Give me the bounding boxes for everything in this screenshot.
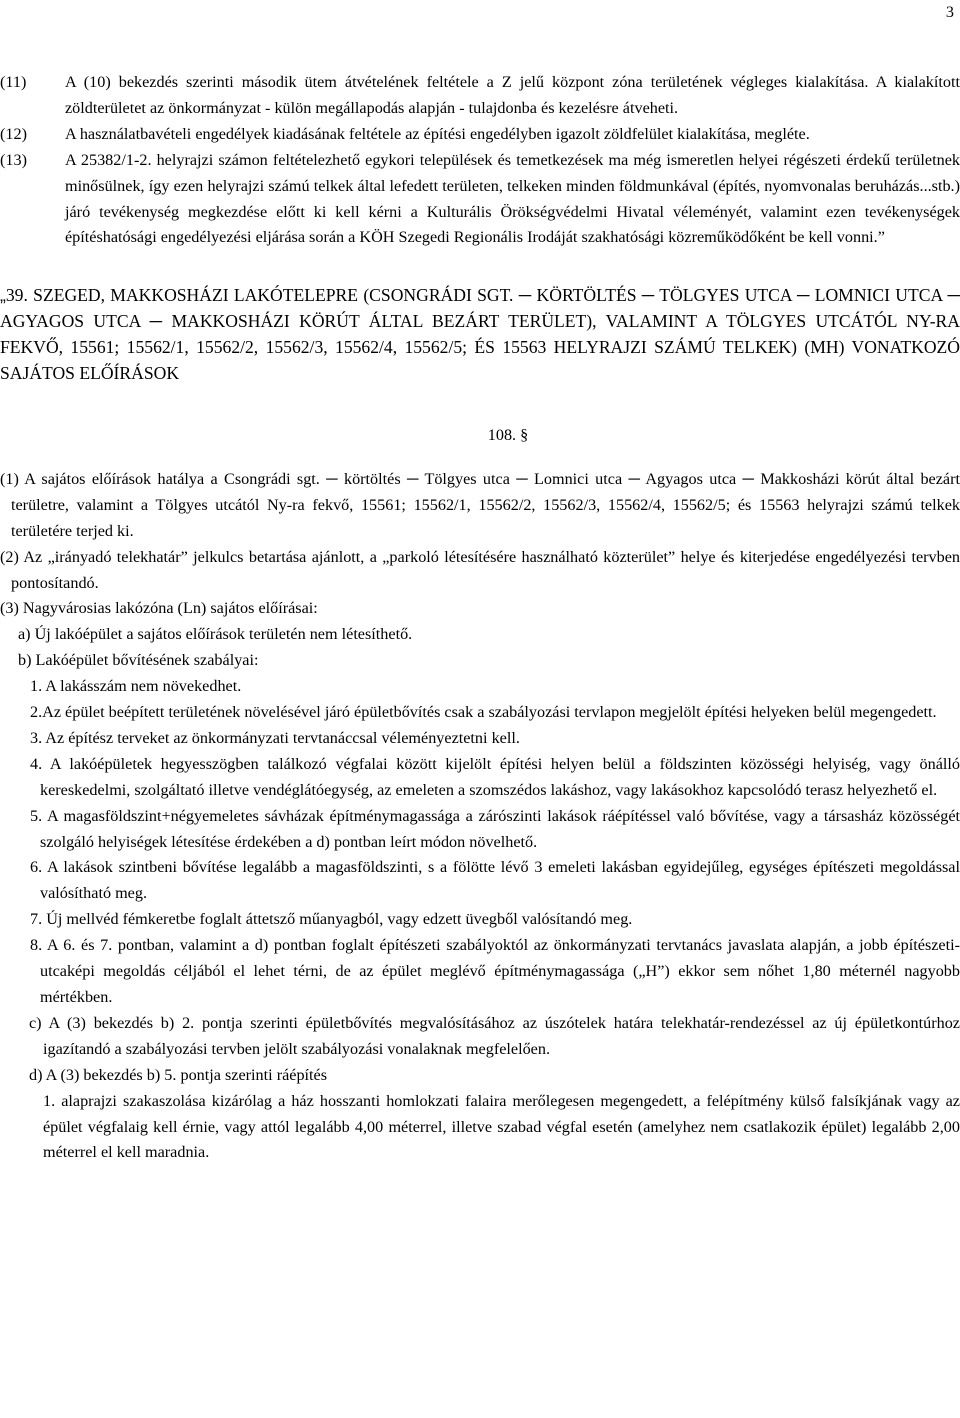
paragraph-text: A használatbavételi engedélyek kiadásának feltétele az építési engedélyben igazolt zöldfelület kialakítása, megléte. bbox=[65, 124, 810, 143]
point-c: c) A (3) bekezdés b) 2. pontja szerinti épületbővítés megvalósításához az úszótelek határa telekhatár-rendezéssel az új épületkontúrhoz igazítandó a szabályozási tervben jelölt szabályozási vonalaknak megfelelően. bbox=[29, 1013, 960, 1058]
paragraph-number: (11) bbox=[0, 73, 27, 91]
paragraph-number: (12) bbox=[0, 124, 27, 143]
point-b-item: 5. A magasföldszint+négyemeletes sávházak építménymagassága a zárószinti lakások ráépítéssel való bővítése, vagy a társasház közösségét szolgáló helyiségek létesítése érdekében a d) pontban leírt módon növelhető. bbox=[30, 806, 960, 851]
point-b-item: 6. A lakások szintbeni bővítése legalább a magasföldszinti, s a fölötte lévő 3 emeleti lakásban egyidejűleg, egységes építészeti megoldással valósítható meg. bbox=[30, 858, 960, 903]
section-body bbox=[0, 467, 960, 1166]
point-a: a) Új lakóépület a sajátos előírások területén nem létesíthető. bbox=[18, 625, 413, 644]
opening-quote: „ bbox=[0, 285, 6, 306]
point-b-item: 8. A 6. és 7. pontban, valamint a d) pontban foglalt építészeti szabályoktól az önkormányzati tervtanács javaslata alapján, a jobb építészeti-utcaképi megoldás céljából el lehet térni, de az épület meglévő építménymagassága („H”) ekkor sem nőhet 1,80 méternél nagyobb mértékben. bbox=[30, 936, 960, 1006]
paragraph-11 bbox=[0, 70, 960, 122]
point-b-item: 7. Új mellvéd fémkeretbe foglalt áttetsző műanyagból, vagy edzett üvegből valósítandó meg. bbox=[30, 910, 633, 929]
section-heading bbox=[0, 283, 960, 387]
point-b-item: 3. Az építész terveket az önkormányzati tervtanáccsal véleményeztetni kell. bbox=[30, 728, 520, 747]
subsection-3: (3) Nagyvárosias lakózóna (Ln) sajátos előírásai: bbox=[0, 599, 318, 618]
paragraph-text: A 25382/1-2. helyrajzi számon feltételezhető egykori települések és temetkezések ma még ismeretlen helyei régészeti érdekű területnek minősülnek, így ezen helyrajzi számú telkek által lefedett területen, telkeken minden földmunkával (építés, nyomvonalas beruházás...stb.) járó tevékenység megkezdése előtt ki kell kérni a Kulturális Örökségvédelmi Hivatal véleményét, valamint ezen tevékenységek építéshatósági engedélyezési eljárása során a KÖH Szegedi Regionális Irodáját szakhatósági közreműködőként be kell vonni.” bbox=[65, 150, 960, 247]
point-b: b) Lakóépület bővítésének szabályai: bbox=[18, 651, 259, 670]
paragraph-text: A (10) bekezdés szerinti második ütem átvételének feltétele a Z jelű központ zóna területének végleges kialakítása. A kialakított zöldterületet az önkormányzat - külön megállapodás alapján - tulajdonba és kezelésre átveheti. bbox=[65, 73, 960, 117]
point-d-item: 1. alaprajzi szakaszolása kizárólag a ház hosszanti homlokzati falaira merőlegesen megengedett, a felépítmény külső falsíkjának vagy az épület végfalaig kell érnie, vagy attól legalább 4,00 méterrel, illetve szabad végfal esetén (amelyhez nem csatlakozik épület) legalább 2,00 méterrel el kell maradnia. bbox=[43, 1091, 960, 1162]
page-number: 3 bbox=[945, 3, 954, 21]
paragraph-13 bbox=[0, 148, 960, 252]
point-b-item: 2.Az épület beépített területének növelésével járó épületbővítés csak a szabályozási tervlapon megjelölt építési helyeken belül megengedett. bbox=[30, 703, 937, 722]
section-number: 108. § bbox=[487, 425, 529, 444]
point-b-item: 4. A lakóépületek hegyesszögben találkozó végfalai között kijelölt építési helyen belül a földszinten közösségi helyiség, vagy önálló kereskedelmi, szolgáltató illetve vendéglátóegység, az emeleten a szomszédos lakáshoz, vagy lakásokhoz kapcsolódó terasz helyezhető el. bbox=[30, 754, 960, 799]
section-heading-text: 39. SZEGED, MAKKOSHÁZI LAKÓTELEPRE (CSONGRÁDI SGT. ─ KÖRTÖLTÉS ─ TÖLGYES UTCA ─ LOMNICI UTCA ─ AGYAGOS UTCA ─ MAKKOSHÁZI KÖRÚT ÁLTAL BEZÁRT TERÜLET), VALAMINT A TÖLGYES UTCÁTÓL NY-RA FEKVŐ, 15561; 15562/1, 15562/2, 15562/3, 15562/4, 15562/5; ÉS 15563 HELYRAJZI SZÁMÚ TELKEK) (MH) VONATKOZÓ SAJÁTOS ELŐÍRÁSOK bbox=[0, 285, 960, 384]
document-body bbox=[0, 70, 960, 1166]
subsection-1: (1) A sajátos előírások hatálya a Csongrádi sgt. ─ körtöltés ─ Tölgyes utca ─ Lomnici utca ─ Agyagos utca ─ Makkosházi körút által bezárt területre, valamint a Tölgyes utcától Ny-ra fekvő, 15561; 15562/1, 15562/2, 15562/3, 15562/4, 15562/5; és 15563 helyrajzi számú telkek területére terjed ki. bbox=[0, 469, 960, 540]
point-d: d) A (3) bekezdés b) 5. pontja szerinti ráépítés bbox=[29, 1065, 328, 1084]
paragraph-12 bbox=[0, 122, 960, 148]
paragraph-number: (13) bbox=[0, 150, 27, 169]
point-b-item: 1. A lakásszám nem növekedhet. bbox=[30, 677, 242, 696]
subsection-2: (2) Az „irányadó telekhatár” jelkulcs betartása ajánlott, a „parkoló létesítésére használható közterület” helye és kiterjedése engedélyezési tervben pontosítandó. bbox=[0, 547, 960, 592]
